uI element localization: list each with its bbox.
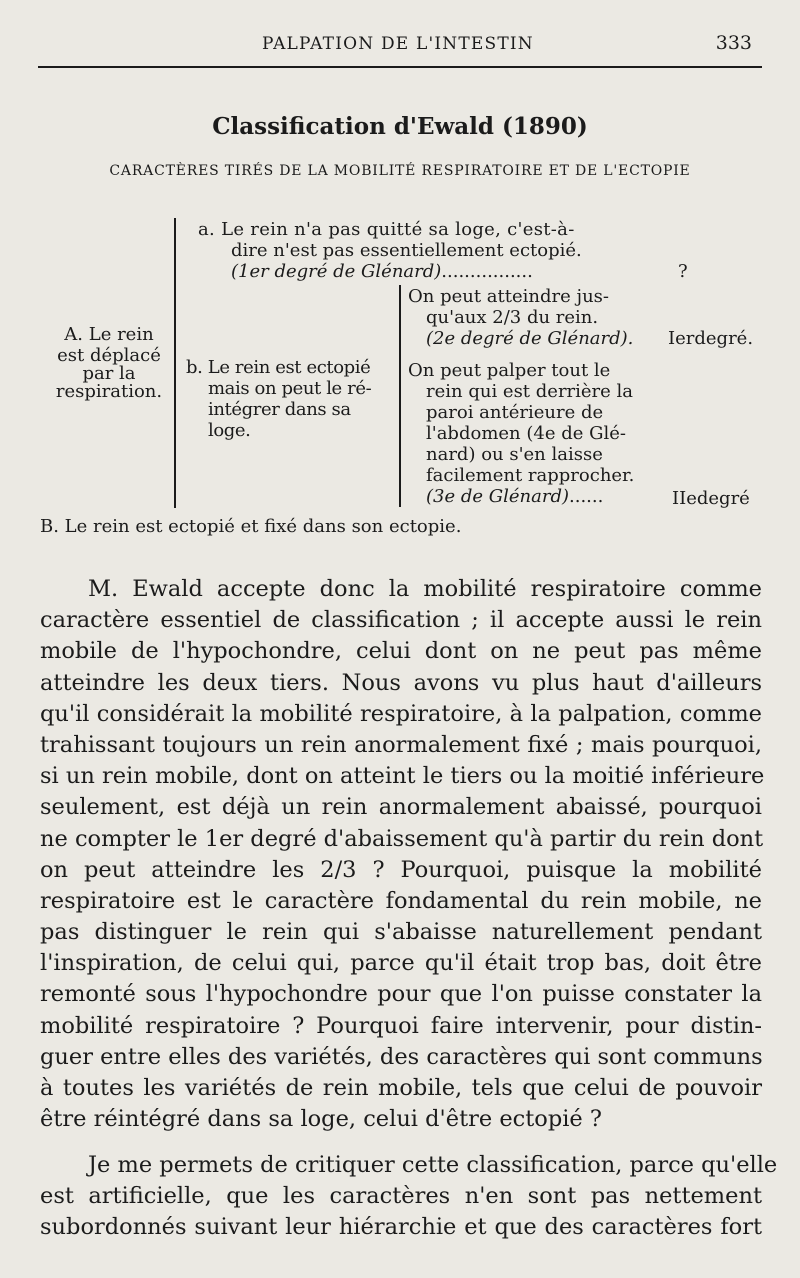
- running-head: PALPATION DE L'INTESTIN: [262, 34, 534, 54]
- class-a-ref: (1er degré de Glénard)................: [231, 261, 533, 282]
- class-a-degree: ?: [678, 261, 688, 282]
- section-subtitle: CARACTÈRES TIRÉS DE LA MOBILITÉ RESPIRATOIRE ET DE L'ECTOPIE: [109, 163, 691, 179]
- header-rule: [38, 66, 762, 68]
- brace-b: [399, 285, 401, 507]
- class-B-text: B. Le rein est ectopié et fixé dans son ectopie.: [40, 516, 462, 537]
- body-paragraph-2: Je me permets de critiquer cette classification, parce qu'elle est artificielle, que les caractères n'en sont pas nettement subordonnés suivant leur hiérarchie et que des caractères fort: [40, 1152, 778, 1241]
- page-number: 333: [715, 32, 752, 54]
- class-b2-ref: (3e de Glénard)......: [426, 486, 604, 507]
- brace-A: [174, 218, 176, 508]
- class-A-label: A. Le rein est déplacé par la respiration.: [55, 324, 163, 402]
- section-title: Classification d'Ewald (1890): [212, 113, 588, 140]
- body-paragraph-1: M. Ewald accepte donc la mobilité respiratoire comme caractère essentiel de classification ; il accepte aussi le rein mobile de l'hypochondre, celui dont on ne peut pas même atteindre les deux tiers. Nous avons vu plus haut d'ailleurs qu'il considérait la mobilité respiratoire, à la palpation, comme trahissant toujours un rein anormalement fixé ; mais pourquoi, si un rein mobile, dont on atteint le tiers ou la moitié inférieure seulement, est déjà un rein anormalement abaissé, pourquoi ne compter le 1er degré d'abaissement qu'à partir du rein dont on peut atteindre les 2/3 ? Pourquoi, puisque la mobilité respiratoire est le caractère fondamental du rein mobile, ne pas distinguer le rein qui s'abaisse naturellement pendant l'inspiration, de celui qui, parce qu'il était trop bas, doit être remonté sous l'hypochondre pour que l'on puisse constater la mobilité respiratoire ? Pourquoi faire intervenir, pour distin- guer entre elles des variétés, des caractères qui sont communs à toutes les variétés de rein mobile, tels que celui de pouvoir être réintégré dans sa loge, celui d'être ectopié ?: [40, 576, 765, 1133]
- class-a-text: a. Le rein n'a pas quitté sa loge, c'est-à- dire n'est pas essentiellement ectopié. (1er degré de Glénard)................: [198, 219, 582, 282]
- class-b2-text: On peut palper tout le rein qui est derrière la paroi antérieure de l'abdomen (4e de Glé- nard) ou s'en laisse facilement rapprocher. (3e de Glénard)......: [408, 360, 635, 507]
- class-b2-degree: IIedegré: [672, 488, 750, 509]
- class-b-text: b. Le rein est ectopié mais on peut le ré- intégrer dans sa loge.: [186, 357, 372, 441]
- class-b1-degree: Ierdegré.: [668, 328, 754, 349]
- class-b1-text: On peut atteindre jus- qu'aux 2/3 du rein. (2e degré de Glénard).: [408, 286, 634, 349]
